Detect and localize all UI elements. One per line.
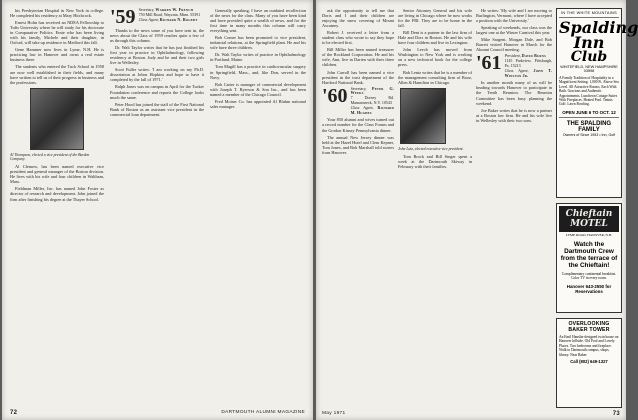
class-officers [139,8,201,22]
secretary-address: 7 Dorsey Rd. Mamaroneck, N.Y. 10543 [350,95,394,106]
paragraph: his Presbyterian Hospital in New York in college. He completed his residency at Mary Hitchcock. [10,8,104,19]
page-number: 72 [10,410,18,416]
secretary-label: Secretary, [138,7,155,12]
right-page [316,0,638,420]
right-footer [322,411,620,416]
ad-owner-name: THE SPALDING FAMILY [566,120,612,133]
paragraph: Gene Hammer now lives in Lyme, N.H. He is practicing law in Hanover and owns a real estate business there. [10,47,104,63]
paragraph: Ernest Holm has received an NDEA Fellowship to Tufts University where he will study for his doctorate in Comparative Politics. Ernie who has been living with his family, Michele and their daughter, in Oxford, will take up residence in Medford this fall. [10,20,104,46]
ad-brand: Spalding Inn [559,18,638,52]
president-name: David Burns [521,53,546,59]
class-heading-60 [322,84,395,116]
ad-body: A Family Tradition of Hospitality in a Magnificent Setting. 1,000 Ft. Above Sea Level. All Attractive Rooms, Each With Bath. Gracious and Authentic Appointments. Luncheon Cottage Suites With Fireplaces. Heated Pool. Tennis. Golf. Lawn Bowling. [559,76,619,107]
agent-label: Class Agent, [138,16,159,22]
class-year: '59 [110,6,136,28]
paragraph: Fred Moiser Co. has appointed Al Bluhm national sales manager. [210,98,306,109]
paragraph: Robert J. received a letter from a student class who wrote to say they hope to be elected first. [322,30,394,46]
paragraph: Speaking of weekends, our class was the largest one at the Winter Carnival this year. [476,25,552,36]
paragraph: Joe Baker writes that he is now a partner at a Boston law firm. He and his wife live in Wellesley with their two sons. [476,107,552,123]
paragraph: The annual New Jersey dinner was held at the Hazel Hotel and Clem Kepner, Tom Jones, and Bob Marshall told stories from Hanover. [322,134,394,155]
paragraph: Bob Carter is manager of commercial development with Joseph T. Ryerson & Son Inc., and has been named a member of the Chicago Council. [210,81,306,97]
portrait-photo [30,88,84,150]
secretary-name: Peter G. Weeks [350,85,395,96]
issue-date: May 1971 [322,411,346,416]
paragraph: Ralph Jones was on campus in April for the Tucker Foundation conference and reports the College looks much the same. [110,84,204,100]
page-number: 73 [612,411,620,417]
class-heading-59 [110,8,204,26]
paragraph: Your 850 alumni and wives turned out a record number for the Class Forum and the Gordon Kinsey Pennsylvania dinner. [322,117,394,133]
agent-name: John T. Winston Jr. [504,67,552,78]
president-address: 1145 Parkview, Pittsburgh, Pa. 15213 [504,58,552,68]
paragraph: Tom Magill has a practice in cardiovascular surgery in Springfield, Mass., and, like Don, served in the Navy. [210,64,306,80]
right-column-1 [322,8,394,403]
spalding-inn-ad [556,8,638,198]
left-column-1 [10,8,104,403]
right-column-2 [398,8,472,403]
agent-name: Richard M. Hughes [350,104,394,115]
photo-caption: Al Thompson, elected a vice president of the Burdon Company. [10,152,90,161]
agent-name: Richard N. Bogert [159,16,198,22]
class-year: '60 [322,84,348,107]
paragraph: In another month many of us will be heading towards Hanover to participate in the Tenth Reunion. The Reunion Committee has been busy planning the weekend. [476,80,552,106]
portrait-photo [400,88,446,144]
paragraph: John Leech has moved from Washington to New York and is working on a new technical book for the college press. [398,47,472,68]
ad-top-line: IN THE WHITE MOUNTAINS [561,11,617,15]
ad-headline: OVERLOOKING BAKER TOWER [568,321,610,333]
ad-body: An Emil Hanslin-designed twin house on Hanover hillside. Old Pool and Lovely Places. Two bedrooms and fireplace. Walk to Dartmouth campus, shops, library. Near Baker. [559,335,619,357]
left-column-3 [210,8,306,403]
secretary-name: Warren W. French [155,7,194,12]
paragraph: Scott Fuller writes: 'I am working on my Ph.D. dissertation at Johns Hopkins and hope to have it completed by the fall of 1971.' [110,67,204,83]
paragraph: Generally speaking, I have an outdated recollection of the news for the class. Many of you have been kind and have provided quite a wealth of news, and for the first time in many months this column will carry everything sent. [210,8,306,34]
paragraph: Dr. Walt Taylor writes that he has just finished his first year in practice in Ophthalmology, following residency at Boston. Judy and he and their two girls live in Wellesley. [110,45,204,66]
secretary-label: Secretary, [350,85,367,91]
paragraph: Bob Lentz writes that he is a member of the management consulting firm of Booz, Allen & Hamilton in Chicago. [398,69,472,85]
class-officers [351,87,394,116]
ad-phone: Call (802) 649-1327 [570,359,608,365]
chieftain-motel-ad [556,203,622,313]
ad-headline: Watch the Dartmouth Crew from the terrace of the Chieftain! [560,241,618,269]
ad-phone: Hanover 643-2550 for Reservations [566,283,612,294]
ad-open-dates: OPEN JUNE 6 TO OCT. 12 [562,109,616,115]
paragraph: Bob Comer has been promoted to vice president, industrial relations, at the Springfield plant. He and his wife have three children. [210,35,306,51]
class-heading-61 [476,54,552,78]
paragraph: Tom Brock and Bill Steger spent a week at the Dartmouth Skiway in February with their families. [398,153,472,170]
ad-owner-line: Owners of Since 1953 • Inn, Golf [562,132,616,137]
left-page [2,0,313,420]
paragraph: Fieldman Miller, Inc. has named John Foster as director of research and development. John joined the firm after finishing his degree at the Thayer School. [10,186,104,202]
ad-brand: Club [570,49,608,65]
paragraph: Senior Attorney General and his wife are living in Chicago where he now works for the FBI. They are to be home in the fall. [398,8,472,29]
paragraph: He writes: 'My wife and I are moving to Burlington, Vermont, where I have accepted a position with the University.' [476,8,552,24]
paragraph: Thanks to the news some of you have sent in, the news about the Class of 1959 reaches quite a few of us through this column. [110,28,204,44]
agent-label: Class Agent, [350,104,374,110]
class-year: '61 [476,52,502,75]
ad-location: WHITEFIELD, NEW HAMPSHIRE 03598 [560,65,618,73]
ad-address: LYME ROAD, HANOVER, N.H. [565,233,613,237]
baker-tower-ad [556,318,622,408]
right-column-3 [476,8,552,403]
paragraph: The students who entered the Tuck School in 1958 are now well established in their fields, and many have written to tell us of their progress in business and the professions. [10,64,104,85]
magazine-name: DARTMOUTH ALUMNI MAGAZINE [221,410,305,415]
class-officers [505,54,552,78]
photo-caption: John Lutz, elected executive vice president. [398,146,464,151]
ad-banner: Chieftain MOTEL [559,206,619,232]
president-label: President, [504,53,521,59]
paragraph: Mike Sargent, Morgan Dale, and Bob Barrett visited Hanover in March for the Alumni Council meeting. [476,37,552,53]
left-footer [10,410,305,416]
paragraph: John Carroll has been named a vice president in the trust department of the Hartford National Bank. [322,69,394,85]
divider [559,117,619,118]
advertisement-column [556,8,638,412]
left-column-2 [110,8,204,403]
paragraph: Dr. Walt Taylor writes of practice in Ophthalmology in Portland, Maine. [210,52,306,63]
agent-label: Class Agent, [504,67,529,73]
paragraph: Bill Dent is a partner in the law firm of Hale and Dorr in Boston. He and his wife have four children and live in Lexington. [398,30,472,46]
paragraph: Peter Hood has joined the staff of the First National Bank of Boston as an assistant vice president in the commercial loan department. [110,101,204,117]
paragraph: ask the opportunity to tell me that Doris and I and their children are enjoying the snow covering of Mount Ascutney. [322,8,394,29]
secretary-address: 750 Mill Road, Wayzata, Minn. 55391 [138,11,201,17]
ad-body: Complimentary continental breakfast. Color TV in every room. [561,272,617,281]
paragraph: Bill Miller has been named treasurer of the Rockland Corporation. He and his wife, Ann, live in Darien with their three children. [322,47,394,68]
paragraph: Al Clemow, has been named executive vice president and general manager of the Boston division. He lives with his wife and four children in Waltham, Mass. [10,164,104,185]
